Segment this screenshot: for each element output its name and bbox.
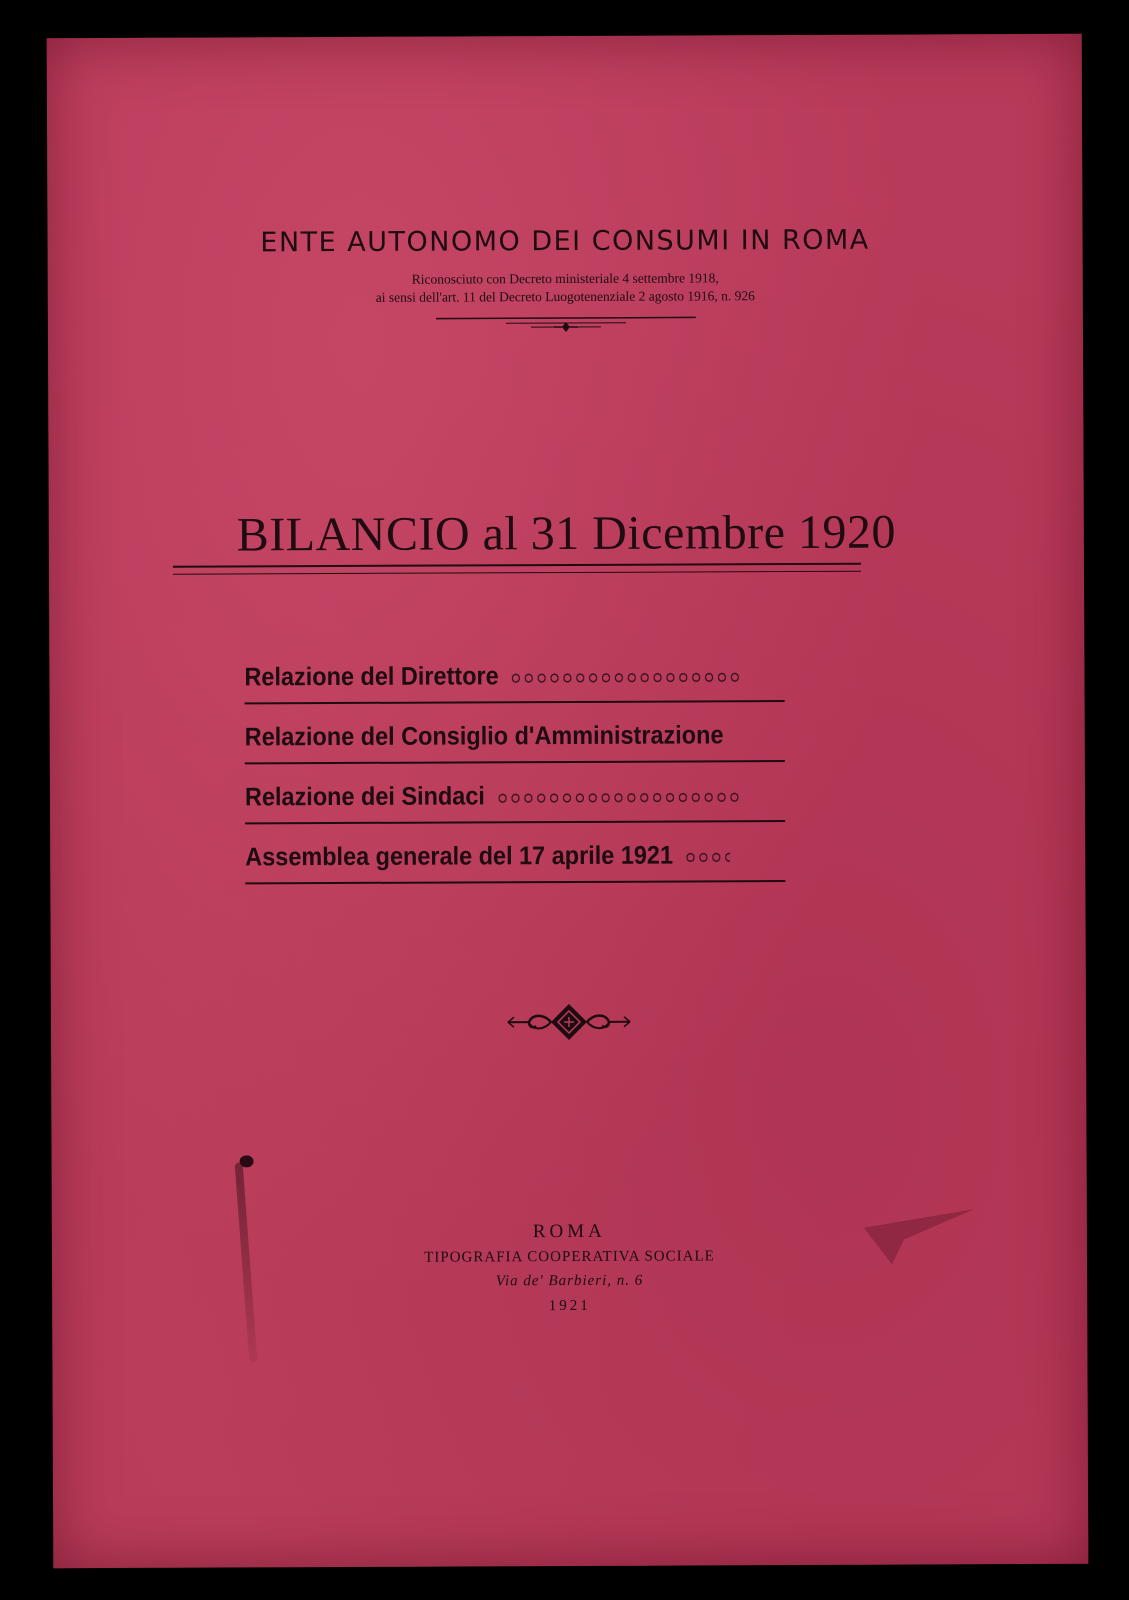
title-rule-thin: [173, 571, 861, 575]
book-cover: [47, 34, 1089, 1569]
publisher-address: Via de' Barbieri, n. 6: [495, 1272, 644, 1290]
central-ornament: [51, 996, 1086, 1054]
organization-name: ENTE AUTONOMO DEI CONSUMI IN ROMA: [260, 224, 870, 259]
ornament-rule-icon: [435, 313, 695, 334]
decorative-fill: [496, 790, 742, 805]
item-underline: [245, 820, 785, 824]
publication-year: 1921: [548, 1297, 591, 1315]
title-rule-thick: [173, 563, 861, 568]
decree-line-1: Riconosciuto con Decreto ministeriale 4 settembre 1918,: [411, 270, 719, 287]
decorative-fill: [510, 670, 742, 685]
document-title: BILANCIO al 31 Dicembre 1920: [236, 505, 897, 562]
decorative-fill: [684, 850, 730, 864]
item-underline: [245, 700, 785, 704]
item-underline: [245, 760, 785, 764]
contents-list: [244, 650, 785, 892]
fleuron-icon: [503, 998, 633, 1047]
publisher-city: ROMA: [532, 1220, 606, 1243]
decree-line-2: ai sensi dell'art. 11 del Decreto Luogotenenziale 2 agosto 1916, n. 926: [375, 288, 755, 305]
contents-item: [244, 650, 741, 712]
contents-item: [245, 770, 742, 832]
publisher-name: TIPOGRAFIA COOPERATIVA SOCIALE: [424, 1248, 715, 1266]
contents-item: [245, 830, 742, 892]
item-underline: [245, 880, 785, 884]
contents-item-label: Relazione dei Sindaci: [244, 782, 485, 812]
header-ornament: [48, 312, 1083, 342]
contents-item-label: Assemblea generale del 17 aprile 1921: [245, 841, 674, 872]
contents-item-label: Relazione del Direttore: [244, 662, 499, 692]
contents-item-label: Relazione del Consiglio d'Amministrazione: [244, 721, 724, 752]
contents-item: [245, 710, 742, 772]
paper-tear: [864, 1209, 974, 1269]
